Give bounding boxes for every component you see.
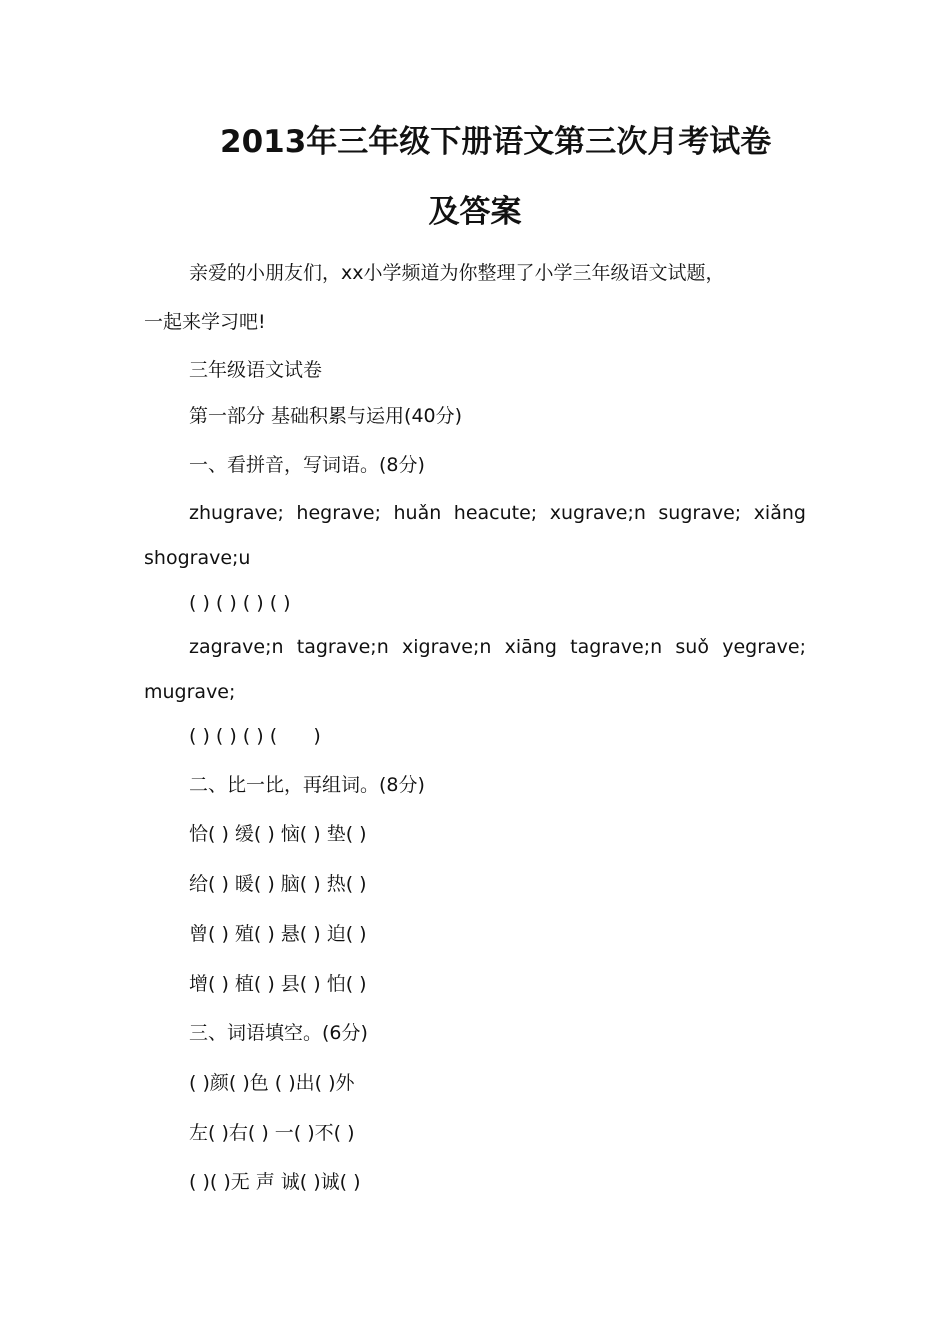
q2-heading: 二、比一比，再组词。(8分) <box>189 774 425 796</box>
pinyin-word: tagrave;n <box>570 636 663 658</box>
q2-row: 增( ) 植( ) 县( ) 怕( ) <box>189 973 367 995</box>
exam-title: 三年级语文试卷 <box>189 359 323 381</box>
q1-pinyin-row1 <box>189 500 806 526</box>
pinyin-word: zagrave;n <box>189 636 284 658</box>
pinyin-word: heacute; <box>453 502 538 524</box>
q3-row: 左( )右( ) 一( )不( ) <box>189 1122 355 1144</box>
pinyin-word: xugrave;n <box>549 502 646 524</box>
pinyin-word: hegrave; <box>296 502 382 524</box>
q3-heading: 三、词语填空。(6分) <box>189 1022 368 1044</box>
q2-row: 恰( ) 缓( ) 恼( ) 垫( ) <box>189 823 367 845</box>
q1-answer-blanks-row2: ( ) ( ) ( ) ( ) <box>189 725 321 747</box>
pinyin-word: xiāng <box>504 636 557 658</box>
q1-pinyin-row2 <box>189 634 806 660</box>
intro-paragraph-line1: 亲爱的小朋友们，xx小学频道为你整理了小学三年级语文试题， <box>189 262 725 284</box>
q3-row: ( )颜( )色 ( )出( )外 <box>189 1072 355 1094</box>
q1-pinyin-row2-continued: mugrave; <box>144 681 236 703</box>
q1-pinyin-row1-continued: shograve;u <box>144 547 251 569</box>
pinyin-word: suǒ <box>675 636 709 658</box>
pinyin-word: sugrave; <box>658 502 742 524</box>
q2-row: 曾( ) 殖( ) 悬( ) 迫( ) <box>189 923 367 945</box>
pinyin-word: xigrave;n <box>401 636 492 658</box>
pinyin-word: xiǎng <box>753 502 806 524</box>
q1-heading: 一、看拼音，写词语。(8分) <box>189 454 425 476</box>
pinyin-word: tagrave;n <box>296 636 389 658</box>
q1-answer-blanks-row1: ( ) ( ) ( ) ( ) <box>189 592 291 614</box>
q3-row: ( )( )无 声 诚( )诚( ) <box>189 1171 361 1193</box>
pinyin-word: zhugrave; <box>189 502 284 524</box>
document-title-line2: 及答案 <box>428 194 522 230</box>
pinyin-word: yegrave; <box>722 636 806 658</box>
document-title-line1: 2013年三年级下册语文第三次月考试卷 <box>220 124 772 160</box>
pinyin-word: huǎn <box>393 502 442 524</box>
part1-heading: 第一部分 基础积累与运用(40分) <box>189 405 463 427</box>
q2-row: 给( ) 暖( ) 脑( ) 热( ) <box>189 873 367 895</box>
intro-paragraph-line2: 一起来学习吧! <box>144 311 266 333</box>
